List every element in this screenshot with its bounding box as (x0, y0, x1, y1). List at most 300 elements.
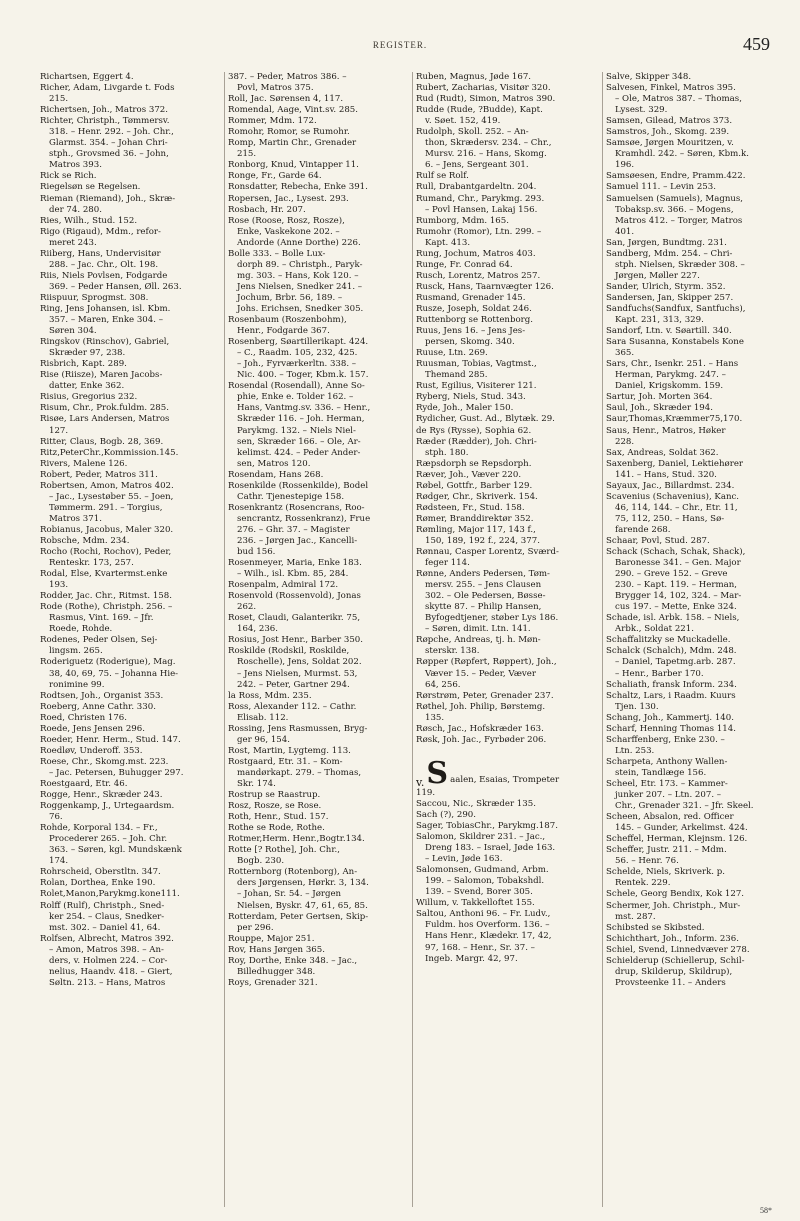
entry-line: 127. (49, 425, 69, 436)
entry-line: Rung, Jochum, Matros 403. (416, 248, 536, 259)
entry-line: Schaffalitzky se Muckadelle. (606, 635, 731, 646)
register-entry (416, 194, 598, 216)
register-entry (416, 304, 598, 315)
register-entry (606, 724, 788, 735)
entry-line: v. Søet. 152, 419. (425, 116, 501, 127)
entry-line: Sara Susanna, Konstabels Kone (606, 337, 744, 348)
register-entry (40, 392, 222, 403)
register-entry (228, 912, 410, 934)
entry-line: Andorde (Anne Dorthe) 226. (237, 237, 361, 248)
register-entry (40, 194, 222, 216)
entry-line: 196. (615, 160, 635, 171)
register-entry (228, 580, 410, 591)
entry-line: farende 268. (615, 524, 671, 535)
entry-line: Scheffel, Herman, Klejnsm. 126. (606, 834, 748, 845)
entry-line: Røsk, Joh. Jac., Fyrbøder 206. (416, 734, 547, 745)
entry-line: 64, 256. (425, 679, 461, 690)
entry-line: Røthel, Joh. Philip, Børstemg. (416, 701, 546, 712)
entry-line: bud 156. (237, 547, 276, 558)
register-entry (606, 194, 788, 238)
entry-line: Nic. 400. – Toger, Kbm.k. 157. (237, 370, 369, 381)
entry-line: Roedløv, Underoff. 353. (40, 745, 143, 756)
initial-entry-text: aalen, Esaias, Trompeter (450, 774, 560, 785)
entry-line: kelimst. 424. – Peder Ander- (237, 447, 361, 458)
entry-line: Ræpsdorph se Repsdorph. (416, 458, 532, 469)
entry-line: Rentek. 229. (615, 878, 671, 889)
entry-line: Ruusman, Tobias, Vagtmst., (416, 359, 537, 370)
entry-line: Roys, Grenader 321. (228, 977, 318, 988)
register-entry (606, 680, 788, 691)
register-entry (40, 105, 222, 116)
entry-line: per 296. (237, 922, 274, 933)
register-entry (416, 216, 598, 227)
entry-line: Sach (?), 290. (416, 809, 477, 820)
register-entry (416, 492, 598, 503)
entry-line: Richartsen, Eggert 4. (40, 72, 134, 82)
register-entry (40, 182, 222, 193)
entry-line: Røpper (Røpfert, Røppert), Joh., (416, 657, 557, 668)
register-entry (40, 790, 222, 801)
entry-line: Roggenkamp, J., Urtegaardsm. (40, 801, 175, 812)
entry-line: sencrantz, Rossenkranz), Frue (237, 513, 371, 524)
entry-line: meret 243. (49, 237, 97, 248)
register-entry (228, 470, 410, 481)
entry-line: junker 207. – Ltn. 207. – (615, 790, 722, 801)
register-entry (606, 812, 788, 834)
entry-line: 139. – Svend, Borer 305. (425, 887, 533, 898)
entry-line: Rumohr (Romor), Ltn. 299. – (416, 226, 542, 237)
register-entry (416, 171, 598, 182)
register-entry (40, 481, 222, 525)
register-entry (606, 691, 788, 713)
entry-line: Rotterdam, Peter Gertsen, Skip- (228, 911, 369, 922)
register-entry (40, 691, 222, 702)
entry-line: Rydicher, Gust. Ad., Blytæk. 29. (416, 414, 555, 425)
entry-line: Rocho (Rochi, Rochov), Peder, (40, 547, 172, 558)
column-4 (606, 72, 788, 1207)
entry-line: Hans, Vantmg.sv. 336. – Henr., (237, 403, 371, 414)
entry-line: Rusch, Lorentz, Matros 257. (416, 270, 541, 281)
entry-line: Røpche, Andreas, tj. h. Møn- (416, 635, 541, 646)
entry-line: Ritz,PeterChr.,Kommission.145. (40, 447, 179, 458)
entry-line: Risum, Chr., Prok.fuldm. 285. (40, 403, 169, 414)
entry-line: Rud (Rudt), Simon, Matros 390. (416, 94, 556, 105)
entry-line: Kapt. 231, 313, 329. (615, 315, 704, 326)
entry-line: Rosenbaum (Roszenbohm), (228, 315, 347, 326)
register-entry (228, 138, 410, 160)
entry-line: Sars, Chr., Isenkr. 251. – Hans (606, 359, 739, 370)
entry-line: Ries, Wilh., Stud. 152. (40, 215, 138, 226)
register-columns (40, 72, 780, 1207)
entry-line: Rostgaard, Etr. 31. – Kom- (228, 756, 343, 767)
register-entry (606, 116, 788, 127)
entry-line: sen, Skræder 166. – Ole, Ar- (237, 436, 361, 447)
entry-line: Søltn. 213. – Hans, Matros (49, 977, 166, 988)
entry-line: Rolet,Manon,Parykmg.kone111. (40, 889, 180, 900)
entry-line: – Povl Hansen, Lakaj 156. (425, 204, 538, 215)
entry-line: Johs. Erichsen, Snedker 305. (237, 303, 364, 314)
register-entry (416, 227, 598, 249)
entry-line: Kramhdl. 242. – Søren, Kbm.k. (615, 149, 749, 160)
entry-line: Roeberg, Anne Cathr. 330. (40, 701, 156, 712)
entry-line: Rogge, Henr., Skræder 243. (40, 790, 163, 801)
entry-line: Tjen. 130. (615, 701, 659, 712)
entry-line: Risøe, Lars Andersen, Matros (40, 414, 170, 425)
register-entry (606, 392, 788, 403)
entry-line: Willum, v. Takkelloftet 155. (416, 898, 535, 909)
entry-line: ker 254. – Claus, Snedker- (49, 911, 165, 922)
entry-line: Ingeb. Margr. 42, 97. (425, 953, 518, 964)
entry-line: stph., Grovsmed 36. – John, (49, 149, 169, 160)
register-entry (228, 194, 410, 205)
register-entry (416, 724, 598, 735)
register-entry (40, 459, 222, 470)
entry-line: Rosenpalm, Admiral 172. (228, 580, 339, 591)
entry-line: Ronge, Fr., Garde 64. (228, 171, 322, 182)
entry-line: Scheffer, Justr. 211. – Mdm. (606, 845, 727, 856)
register-entry (606, 282, 788, 293)
entry-line: Rasmus, Vint. 169. – Jfr. (49, 613, 154, 624)
register-entry (40, 713, 222, 724)
entry-line: Roede, Rohde. (49, 624, 113, 635)
entry-line: Roll, Jac. Sørensen 4, 117. (228, 94, 344, 105)
column-divider (412, 72, 413, 1207)
column-1 (40, 72, 222, 1207)
entry-line: – Levin, Jøde 163. (425, 854, 503, 865)
entry-line: de Rys (Rysse), Sophia 62. (416, 425, 532, 436)
entry-line: phie, Enke e. Tolder 162. – (237, 392, 354, 403)
entry-line: Risius, Gregorius 232. (40, 392, 138, 403)
entry-line: Rodal, Else, Kvartermst.enke (40, 569, 168, 580)
entry-line: mandørkapt. 279. – Thomas, (237, 767, 362, 778)
entry-line: Schaltz, Lars, i Raadm. Kuurs (606, 690, 736, 701)
entry-line: Rumand, Chr., Parykmg. 293. (416, 193, 545, 204)
entry-line: Skræder 97, 238. (49, 348, 126, 359)
entry-line: Renteskr. 173, 257. (49, 558, 134, 569)
register-entry (606, 492, 788, 536)
register-entry (606, 635, 788, 646)
register-entry (606, 293, 788, 304)
register-entry (228, 160, 410, 171)
register-entry (416, 832, 598, 865)
entry-line: Rørstrøm, Peter, Grenader 237. (416, 690, 554, 701)
register-entry (416, 293, 598, 304)
entry-line: Ronborg, Knud, Vintapper 11. (228, 160, 359, 171)
entry-line: Schaliath, fransk Inform. 234. (606, 679, 737, 690)
register-entry (606, 337, 788, 359)
register-entry (228, 315, 410, 337)
register-entry (606, 83, 788, 116)
register-entry (416, 403, 598, 414)
register-entry (40, 823, 222, 867)
entry-line: Rønnau, Casper Lorentz, Sværd- (416, 547, 559, 558)
entry-line: Rudde (Rude, ?Budde), Kapt. (416, 105, 543, 116)
entry-line: Samstros, Joh., Skomg. 239. (606, 127, 730, 138)
entry-line: Povl, Matros 375. (237, 83, 314, 94)
register-entry (416, 898, 598, 909)
register-entry (40, 735, 222, 746)
entry-line: – Jens Nielsen, Murmst. 53, (237, 668, 358, 679)
register-entry (606, 138, 788, 171)
entry-line: Rust, Egilius, Visiterer 121. (416, 381, 537, 392)
entry-line: Baronesse 341. – Gen. Major (615, 558, 741, 569)
register-entry (228, 635, 410, 646)
entry-line: Schele, Georg Bendix, Kok 127. (606, 889, 745, 900)
entry-line: 276. – Ghr. 37. – Magister (237, 524, 350, 535)
register-entry (228, 216, 410, 249)
entry-line: Robert, Peder, Matros 311. (40, 469, 158, 480)
column-divider (602, 72, 603, 1207)
register-entry (606, 414, 788, 425)
entry-line: Samuelsen (Samuels), Magnus, (606, 193, 744, 204)
register-entry (416, 260, 598, 271)
entry-line: Jochum, Brbr. 56, 189. – (237, 292, 343, 303)
register-entry (606, 834, 788, 845)
entry-line: Saltou, Anthoni 96. – Fr. Ludv., (416, 909, 551, 920)
entry-line: Richertsen, Joh., Matros 372. (40, 105, 168, 116)
register-entry (228, 691, 410, 702)
entry-line: Richter, Christph., Tømmersv. (40, 116, 170, 127)
register-entry (416, 94, 598, 105)
entry-line: Byfogedtjener, støber Lys 186. (425, 613, 559, 624)
entry-line: Rolff (Rulf), Christph., Sned- (40, 900, 165, 911)
entry-line: nelius, Haandv. 418. – Giert, (49, 966, 173, 977)
register-entry (40, 702, 222, 713)
register-entry (606, 448, 788, 459)
register-entry (228, 812, 410, 823)
entry-line: 318. – Henr. 292. – Joh. Chr., (49, 127, 174, 138)
register-entry (416, 810, 598, 821)
register-entry (416, 547, 598, 569)
entry-line: Dreng 183. – Israel, Jøde 163. (425, 843, 556, 854)
register-entry (228, 105, 410, 116)
entry-line: Salomon, Skildrer 231. – Jac., (416, 832, 546, 843)
register-entry (40, 657, 222, 690)
register-entry (228, 845, 410, 867)
entry-line: Rolan, Dorthea, Enke 190. (40, 878, 156, 889)
register-entry (606, 304, 788, 326)
register-entry (228, 978, 410, 989)
register-entry (416, 470, 598, 481)
entry-line: Robianus, Jacobus, Maler 320. (40, 524, 174, 535)
entry-line: Riis, Niels Povlsen, Fodgarde (40, 270, 168, 281)
entry-line: Roskilde (Rodskil, Roskilde, (228, 646, 350, 657)
entry-line: stph. Nielsen, Skræder 308. – (615, 259, 745, 270)
register-entry (228, 834, 410, 845)
register-entry (606, 867, 788, 889)
entry-line: Røsch, Jac., Hofskræder 163. (416, 723, 544, 734)
entry-line: 288. – Jac. Chr., Olt. 198. (49, 259, 159, 270)
register-entry (228, 558, 410, 580)
page-number: 459 (743, 34, 770, 54)
register-entry (416, 691, 598, 702)
register-entry (416, 381, 598, 392)
entry-line: Rise (Riisze), Maren Jacobs- (40, 370, 163, 381)
entry-line: stein, Tandlæge 156. (615, 767, 707, 778)
entry-line: Schaar, Povl, Stud. 287. (606, 535, 710, 546)
entry-line: 262. (237, 602, 257, 613)
entry-line: Schichthart, Joh., Inform. 236. (606, 933, 739, 944)
register-entry (416, 426, 598, 437)
entry-line: Rusck, Hans, Taarnvægter 126. (416, 281, 554, 292)
entry-line: Schang, Joh., Kammertj. 140. (606, 712, 734, 723)
entry-line: Ræder (Rædder), Joh. Chri- (416, 436, 537, 447)
entry-line: – Johan, Sr. 54. – Jørgen (237, 889, 342, 900)
register-entry (416, 282, 598, 293)
entry-line: Runge, Fr. Conrad 64. (416, 259, 513, 270)
entry-line: Væver 15. – Peder, Væver (425, 668, 536, 679)
register-entry (40, 72, 222, 83)
entry-line: 150, 189, 192 f., 224, 377. (425, 535, 540, 546)
register-entry (40, 216, 222, 227)
entry-line: Rødger, Chr., Skriverk. 154. (416, 491, 538, 502)
register-entry (606, 403, 788, 414)
register-entry (40, 337, 222, 359)
entry-line: Sandberg, Mdm. 254. – Chri- (606, 248, 733, 259)
register-entry (416, 83, 598, 94)
entry-line: Parykmg. 132. – Niels Niel- (237, 425, 356, 436)
entry-line: Tobaksp.sv. 366. – Mogens, (615, 204, 734, 215)
entry-line: – Joh., Fyrværkerltn. 338. – (237, 359, 357, 370)
register-entry (40, 227, 222, 249)
entry-line: Ltn. 253. (615, 745, 655, 756)
register-entry (416, 503, 598, 514)
entry-line: Provsteenke 11. – Anders (615, 977, 726, 988)
entry-line: Robertsen, Amon, Matros 402. (40, 480, 174, 491)
register-entry (40, 536, 222, 547)
entry-line: Samuel 111. – Levin 253. (606, 182, 716, 193)
entry-line: Ruus, Jens 16. – Jens Jes- (416, 326, 526, 337)
entry-line: Chr., Grenader 321. – Jfr. Skeel. (615, 801, 754, 812)
entry-line: Rumborg, Mdm. 165. (416, 215, 509, 226)
register-entry (416, 702, 598, 724)
entry-line: Rosendal (Rosendall), Anne So- (228, 381, 365, 392)
entry-line: Rosenkilde (Rossenkilde), Bodel (228, 480, 369, 491)
entry-line: – C., Raadm. 105, 232, 425. (237, 348, 358, 359)
entry-line: 215. (49, 94, 69, 105)
register-entry (416, 392, 598, 403)
entry-line: Rieman (Riemand), Joh., Skræ- (40, 193, 176, 204)
entry-line: Ruttenborg se Rottenborg. (416, 315, 533, 326)
entry-line: Lysest. 329. (615, 105, 668, 116)
section-initial-s (416, 755, 598, 791)
register-entry (416, 514, 598, 525)
entry-line: Scheen, Absalon, red. Officer (606, 812, 734, 823)
register-entry (606, 713, 788, 724)
entry-line: Salve, Skipper 348. (606, 72, 692, 82)
entry-line: Herman, Parykmg. 247. – (615, 370, 726, 381)
register-entry (228, 249, 410, 315)
register-entry (416, 865, 598, 898)
register-entry (606, 238, 788, 249)
register-entry (606, 536, 788, 547)
entry-line: Nielsen, Byskr. 47, 61, 65, 85. (237, 900, 368, 911)
entry-line: Ritter, Claus, Bogb. 28, 369. (40, 436, 164, 447)
entry-line: Sandfuchs(Sandfux, Santfuchs), (606, 303, 746, 314)
entry-line: Rossing, Jens Rasmussen, Bryg- (228, 723, 368, 734)
register-entry (416, 348, 598, 359)
register-entry (228, 746, 410, 757)
entry-line: 387. – Peder, Matros 386. – (228, 72, 347, 82)
entry-line: Procederer 265. – Joh. Chr. (49, 834, 168, 845)
entry-line: Schelde, Niels, Skriverk. p. (606, 867, 725, 878)
entry-line: Roset, Claudi, Galanterikr. 75, (228, 613, 361, 624)
entry-line: – Jac. Petersen, Buhugger 297. (49, 767, 184, 778)
entry-line: Rosz, Rosze, se Rose. (228, 801, 322, 812)
entry-line: 199. – Salomon, Tobakshdl. (425, 876, 545, 887)
entry-line: Ruuse, Ltn. 269. (416, 348, 488, 359)
register-entry (606, 646, 788, 679)
entry-line: ders Jørgensen, Hørkr. 3, 134. (237, 878, 369, 889)
register-entry (228, 613, 410, 635)
entry-line: 193. (49, 580, 69, 591)
entry-line: Søren 304. (49, 326, 97, 337)
register-entry (606, 182, 788, 193)
entry-line: Rouppe, Major 251. (228, 933, 315, 944)
register-entry (606, 923, 788, 934)
register-entry (416, 799, 598, 810)
entry-line: Cathr. Tjenestepige 158. (237, 491, 345, 502)
entry-line: Rusze, Joseph, Soldat 246. (416, 303, 532, 314)
register-entry (416, 481, 598, 492)
register-entry (228, 481, 410, 503)
entry-line: Rigo (Rigaud), Mdm., refor- (40, 226, 161, 237)
register-entry (228, 116, 410, 127)
entry-line: Roschelle), Jens, Soldat 202. (237, 657, 362, 668)
entry-line: mst. 287. (615, 911, 656, 922)
register-entry (228, 94, 410, 105)
register-entry (228, 956, 410, 978)
entry-line: Rosenberg, Søartillerikapt. 424. (228, 337, 369, 348)
entry-line: 365. (615, 348, 635, 359)
register-entry (606, 735, 788, 757)
entry-line: San, Jørgen, Bundtmg. 231. (606, 237, 727, 248)
entry-line: drup, Skilderup, Skildrup), (615, 966, 733, 977)
entry-line: ders, v. Holmen 224. – Cor- (49, 955, 168, 966)
register-entry (606, 72, 788, 83)
register-entry (228, 702, 410, 724)
entry-line: feger 114. (425, 558, 470, 569)
entry-line: Samsøesen, Endre, Pramm.422. (606, 171, 746, 182)
entry-line: Røbel, Gottfr., Barber 129. (416, 480, 533, 491)
register-entry (416, 249, 598, 260)
register-entry (40, 414, 222, 436)
register-entry (40, 724, 222, 735)
register-entry (606, 945, 788, 956)
entry-line: Rudolph, Skoll. 252. – An- (416, 127, 529, 138)
register-entry (40, 116, 222, 171)
register-entry (228, 823, 410, 834)
entry-line: Ross, Alexander 112. – Cathr. (228, 701, 357, 712)
register-entry (416, 127, 598, 171)
entry-line: – Amon, Matros 398. – An- (49, 944, 164, 955)
entry-line: sterskr. 138. (425, 646, 480, 657)
entry-line: Matros 393. (49, 160, 102, 171)
register-entry (40, 901, 222, 934)
entry-line: Salvesen, Finkel, Matros 395. (606, 83, 736, 94)
entry-line: Ryberg, Niels, Stud. 343. (416, 392, 526, 403)
entry-line: 228. (615, 436, 635, 447)
register-entry (40, 934, 222, 989)
register-entry (606, 889, 788, 900)
entry-line: Salomonsen, Gudmand, Arbm. (416, 865, 549, 876)
register-entry (228, 724, 410, 746)
register-entry (40, 867, 222, 878)
register-entry (40, 591, 222, 602)
entry-line: 357. – Maren, Enke 304. – (49, 315, 164, 326)
entry-line: Roth, Henr., Stud. 157. (228, 812, 329, 823)
page-header (0, 36, 800, 62)
